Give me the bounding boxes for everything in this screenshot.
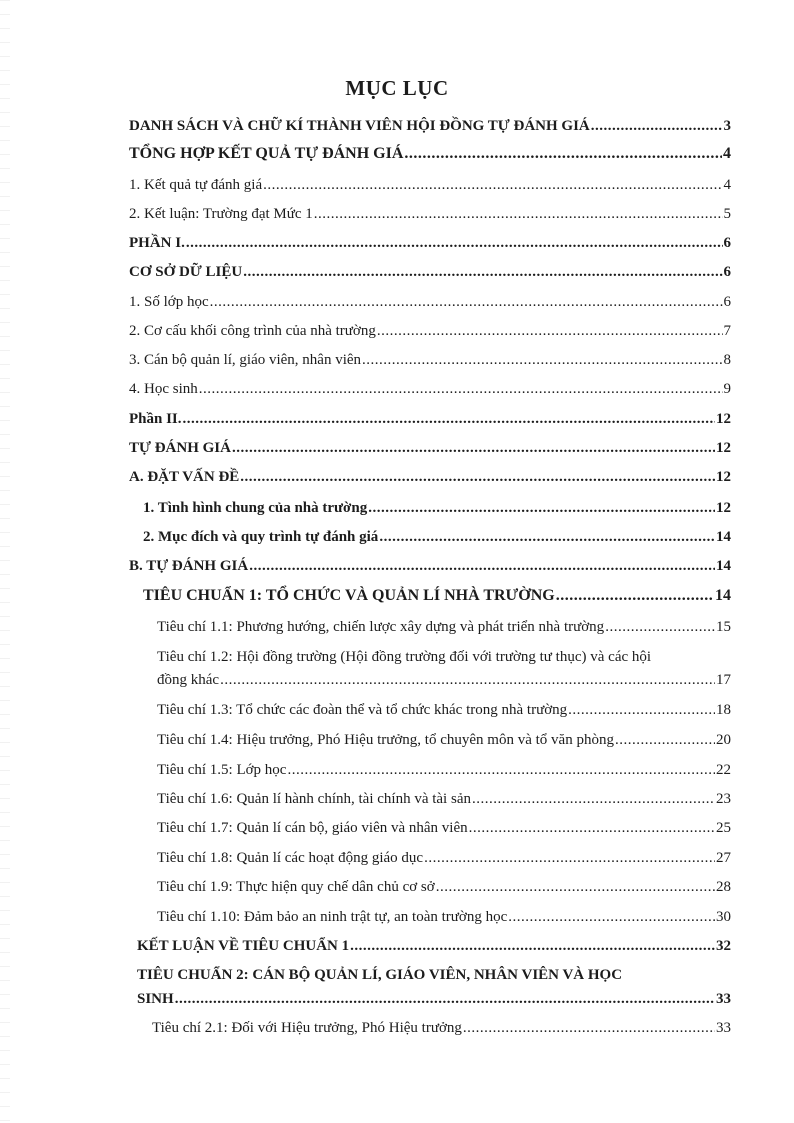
toc-entry[interactable] xyxy=(157,878,731,896)
dot-leader xyxy=(368,499,715,517)
toc-entry-text: Tiêu chí 1.9: Thực hiện quy chế dân chủ cơ sở xyxy=(157,879,435,895)
toc-entry[interactable] xyxy=(157,671,731,689)
toc-page-number: 14 xyxy=(715,587,731,604)
dot-leader xyxy=(183,410,715,428)
toc-page-number: 27 xyxy=(716,850,731,866)
dot-leader xyxy=(249,557,715,575)
toc-page-number: 8 xyxy=(723,352,731,368)
toc-page-number: 30 xyxy=(716,909,731,925)
toc-entry-text: Tiêu chí 1.1: Phương hướng, chiến lược xây dựng và phát triển nhà trường xyxy=(157,619,605,635)
toc-page-number: 23 xyxy=(716,791,731,807)
dot-leader xyxy=(263,176,722,194)
dot-leader xyxy=(240,468,715,486)
toc-entry-text: 4. Học sinh xyxy=(129,381,198,397)
dot-leader xyxy=(379,528,715,546)
toc-page-number: 4 xyxy=(723,145,731,162)
toc-page-number: 25 xyxy=(716,820,731,836)
toc-entry[interactable] xyxy=(129,293,731,311)
toc-entry[interactable] xyxy=(129,234,731,252)
toc-entry-text: TỔNG HỢP KẾT QUẢ TỰ ĐÁNH GIÁ xyxy=(129,145,404,162)
dot-leader xyxy=(362,351,722,369)
toc-entry[interactable] xyxy=(129,380,731,398)
toc-page-number: 14 xyxy=(716,558,731,574)
toc-entry-text: 3. Cán bộ quản lí, giáo viên, nhân viên xyxy=(129,352,362,368)
toc-entry[interactable] xyxy=(129,410,731,428)
toc-page-number: 32 xyxy=(716,938,731,954)
dot-leader xyxy=(210,293,723,311)
toc-page-number: 15 xyxy=(716,619,731,635)
toc-entry[interactable] xyxy=(157,790,731,808)
toc-entry-text: TỰ ĐÁNH GIÁ xyxy=(129,440,231,456)
toc-page-number: 20 xyxy=(716,732,731,748)
toc-entry[interactable] xyxy=(157,761,731,779)
toc-entry-text: Tiêu chí 1.8: Quản lí các hoạt động giáo dục xyxy=(157,850,424,866)
toc-entry[interactable] xyxy=(157,618,731,636)
toc-entry-text: Tiêu chí 1.3: Tổ chức các đoàn thể và tổ chức khác trong nhà trường xyxy=(157,702,568,718)
toc-page-number: 12 xyxy=(716,411,731,427)
toc-entry[interactable] xyxy=(129,439,731,457)
toc-entry-text: 1. Tình hình chung của nhà trường xyxy=(143,500,368,516)
toc-page-number: 6 xyxy=(723,235,731,251)
dot-leader xyxy=(199,380,723,398)
dot-leader xyxy=(508,908,715,926)
toc-entry[interactable] xyxy=(129,205,731,223)
toc-entry-text: 2. Mục đích và quy trình tự đánh giá xyxy=(143,529,379,545)
toc-page-number: 28 xyxy=(716,879,731,895)
toc-entry-text: TIÊU CHUẨN 1: TỔ CHỨC VÀ QUẢN LÍ NHÀ TRƯỜNG xyxy=(143,587,555,604)
dot-leader xyxy=(377,322,723,340)
dot-leader xyxy=(243,263,722,281)
toc-entry[interactable] xyxy=(143,528,731,546)
dot-leader xyxy=(232,439,715,457)
toc-entry-text: đồng khác xyxy=(157,672,220,688)
toc-entry[interactable] xyxy=(129,117,731,135)
toc-page-number: 33 xyxy=(716,1020,731,1036)
toc-page-number: 12 xyxy=(716,469,731,485)
toc-entry-text: SINH xyxy=(137,991,174,1007)
toc-entry-text: 1. Kết quả tự đánh giá xyxy=(129,177,263,193)
toc-entry-text: PHẦN I. xyxy=(129,235,185,251)
toc-entry-text: Phần II. xyxy=(129,411,182,427)
toc-entry-text: CƠ SỞ DỮ LIỆU xyxy=(129,264,243,280)
dot-leader xyxy=(472,790,715,808)
dot-leader xyxy=(615,731,715,749)
dot-leader xyxy=(175,990,715,1008)
toc-entry[interactable] xyxy=(157,701,731,719)
dot-leader xyxy=(186,234,723,252)
toc-entry-text-line1: Tiêu chí 1.2: Hội đồng trường (Hội đồng trường đối với trường tư thục) và các hội xyxy=(157,649,652,665)
toc-entry-text: 1. Số lớp học xyxy=(129,294,209,310)
toc-entry[interactable] xyxy=(129,263,731,281)
toc-entry[interactable] xyxy=(143,587,731,605)
dot-leader xyxy=(220,671,715,689)
toc-entry-text: Tiêu chí 1.4: Hiệu trưởng, Phó Hiệu trưởng, tổ chuyên môn và tổ văn phòng xyxy=(157,732,614,748)
toc-page-number: 6 xyxy=(723,264,731,280)
toc-page-number: 5 xyxy=(723,206,731,222)
dot-leader xyxy=(591,117,723,135)
toc-page-number: 18 xyxy=(716,702,731,718)
dot-leader xyxy=(424,849,715,867)
toc-page-number: 12 xyxy=(716,440,731,456)
toc-entry[interactable] xyxy=(152,1019,731,1037)
toc-page-number: 6 xyxy=(723,294,731,310)
toc-entry-text-line1: TIÊU CHUẨN 2: CÁN BỘ QUẢN LÍ, GIÁO VIÊN, NHÂN VIÊN VÀ HỌC xyxy=(137,967,623,983)
dot-leader xyxy=(568,701,715,719)
dot-leader xyxy=(314,205,723,223)
toc-entry-text: KẾT LUẬN VỀ TIÊU CHUẨN 1 xyxy=(137,938,350,954)
dot-leader xyxy=(436,878,715,896)
toc-entry[interactable] xyxy=(143,499,731,517)
page-title: MỤC LỤC xyxy=(345,76,449,100)
toc-entry-text: 2. Cơ cấu khối công trình của nhà trường xyxy=(129,323,376,339)
toc-entry-text: DANH SÁCH VÀ CHỮ KÍ THÀNH VIÊN HỘI ĐỒNG TỰ ĐÁNH GIÁ xyxy=(129,118,590,134)
toc-entry-text: Tiêu chí 1.7: Quản lí cán bộ, giáo viên và nhân viên xyxy=(157,820,468,836)
dot-leader xyxy=(605,618,715,636)
toc-page-number: 33 xyxy=(716,991,731,1007)
toc-entry-text: B. TỰ ĐÁNH GIÁ xyxy=(129,558,249,574)
toc-page-number: 3 xyxy=(723,118,731,134)
dot-leader xyxy=(463,1019,715,1037)
dot-leader xyxy=(350,937,715,955)
toc-entry[interactable] xyxy=(157,731,731,749)
toc-page-number: 17 xyxy=(716,672,731,688)
toc-entry[interactable] xyxy=(129,351,731,369)
toc-page-number: 7 xyxy=(723,323,731,339)
toc-entry[interactable] xyxy=(157,819,731,837)
toc-entry[interactable] xyxy=(137,937,731,955)
toc-entry[interactable] xyxy=(129,176,731,194)
toc-entry-text: Tiêu chí 1.10: Đảm bảo an ninh trật tự, an toàn trường học xyxy=(157,909,508,925)
toc-page-number: 12 xyxy=(716,500,731,516)
dot-leader xyxy=(287,761,715,779)
dot-leader xyxy=(556,587,714,605)
toc-entry-text: Tiêu chí 1.5: Lớp học xyxy=(157,762,287,778)
toc-entry-text: A. ĐẶT VẤN ĐỀ xyxy=(129,469,240,485)
toc-entry-text: Tiêu chí 1.6: Quản lí hành chính, tài chính và tài sản xyxy=(157,791,471,807)
toc-entry-text: Tiêu chí 2.1: Đối với Hiệu trưởng, Phó Hiệu trưởng xyxy=(152,1020,462,1036)
toc-entry[interactable] xyxy=(129,322,731,340)
toc-entry[interactable] xyxy=(157,908,731,926)
dot-leader xyxy=(469,819,715,837)
toc-page-number: 4 xyxy=(723,177,731,193)
toc-entry[interactable] xyxy=(129,468,731,486)
toc-entry[interactable] xyxy=(137,990,731,1008)
toc-entry[interactable] xyxy=(129,557,731,575)
toc-entry[interactable] xyxy=(129,145,731,163)
toc-page-number: 14 xyxy=(716,529,731,545)
toc-page-number: 22 xyxy=(716,762,731,778)
toc-entry[interactable] xyxy=(157,849,731,867)
dot-leader xyxy=(404,145,722,163)
toc-entry-text: 2. Kết luận: Trường đạt Mức 1 xyxy=(129,206,313,222)
toc-page-number: 9 xyxy=(723,381,731,397)
